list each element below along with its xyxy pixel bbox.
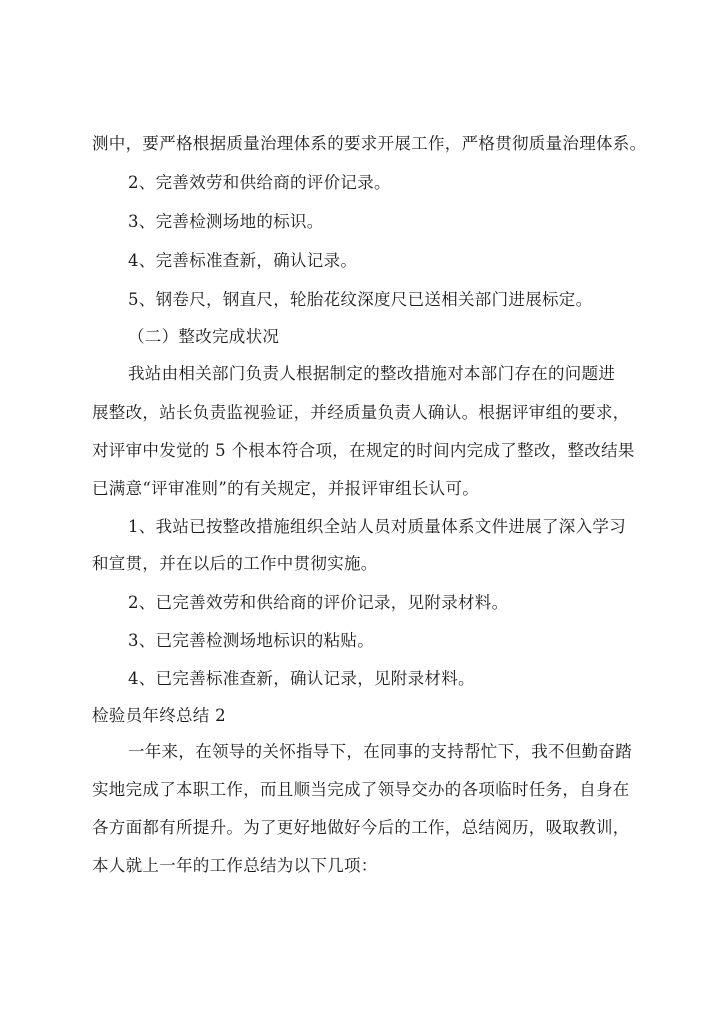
paragraph-line: 实地完成了本职工作，而且顺当完成了领导交办的各项临时任务，自身在 [92,780,630,799]
paragraph-line: 展整改，站长负责监视验证，并经质量负责人确认。根据评审组的要求， [92,403,630,422]
document-title: 检验员年终总结 2 [92,706,226,725]
paragraph-line: 各方面都有所提升。为了更好地做好今后的工作，总结阅历，吸取教训， [92,818,630,837]
paragraph-line: 和宣贯，并在以后的工作中贯彻实施。 [92,554,378,573]
paragraph-line: 已满意“评审准则”的有关规定，并报评审组长认可。 [92,479,480,498]
list-item: 5、钢卷尺，钢直尺，轮胎花纹深度尺已送相关部门进展标定。 [128,290,593,309]
list-item: 3、已完善检测场地标识的粘贴。 [128,631,374,650]
paragraph-line: 本人就上一年的工作总结为以下几项： [92,856,378,875]
list-item: 3、完善检测场地的标识。 [128,212,324,231]
section-heading: （二）整改完成状况 [128,327,280,346]
paragraph-line: 测中，要严格根据质量治理体系的要求开展工作，严格贯彻质量治理体系。 [92,134,647,153]
paragraph-line: 对评审中发觉的 5 个根本符合项，在规定的时间内完成了整改，整改结果 [92,441,635,460]
list-item: 1、我站已按整改措施组织全站人员对质量体系文件进展了深入学习 [128,517,626,536]
list-item: 4、已完善标准查新，确认记录，见附录材料。 [128,669,475,688]
paragraph-line: 一年来，在领导的关怀指导下，在同事的支持帮忙下，我不但勤奋踏 [128,742,632,761]
paragraph-line: 我站由相关部门负责人根据制定的整改措施对本部门存在的问题进 [128,364,616,383]
list-item: 2、已完善效劳和供给商的评价记录，见附录材料。 [128,593,509,612]
list-item: 4、完善标准查新，确认记录。 [128,251,358,270]
list-item: 2、完善效劳和供给商的评价记录。 [128,173,391,192]
